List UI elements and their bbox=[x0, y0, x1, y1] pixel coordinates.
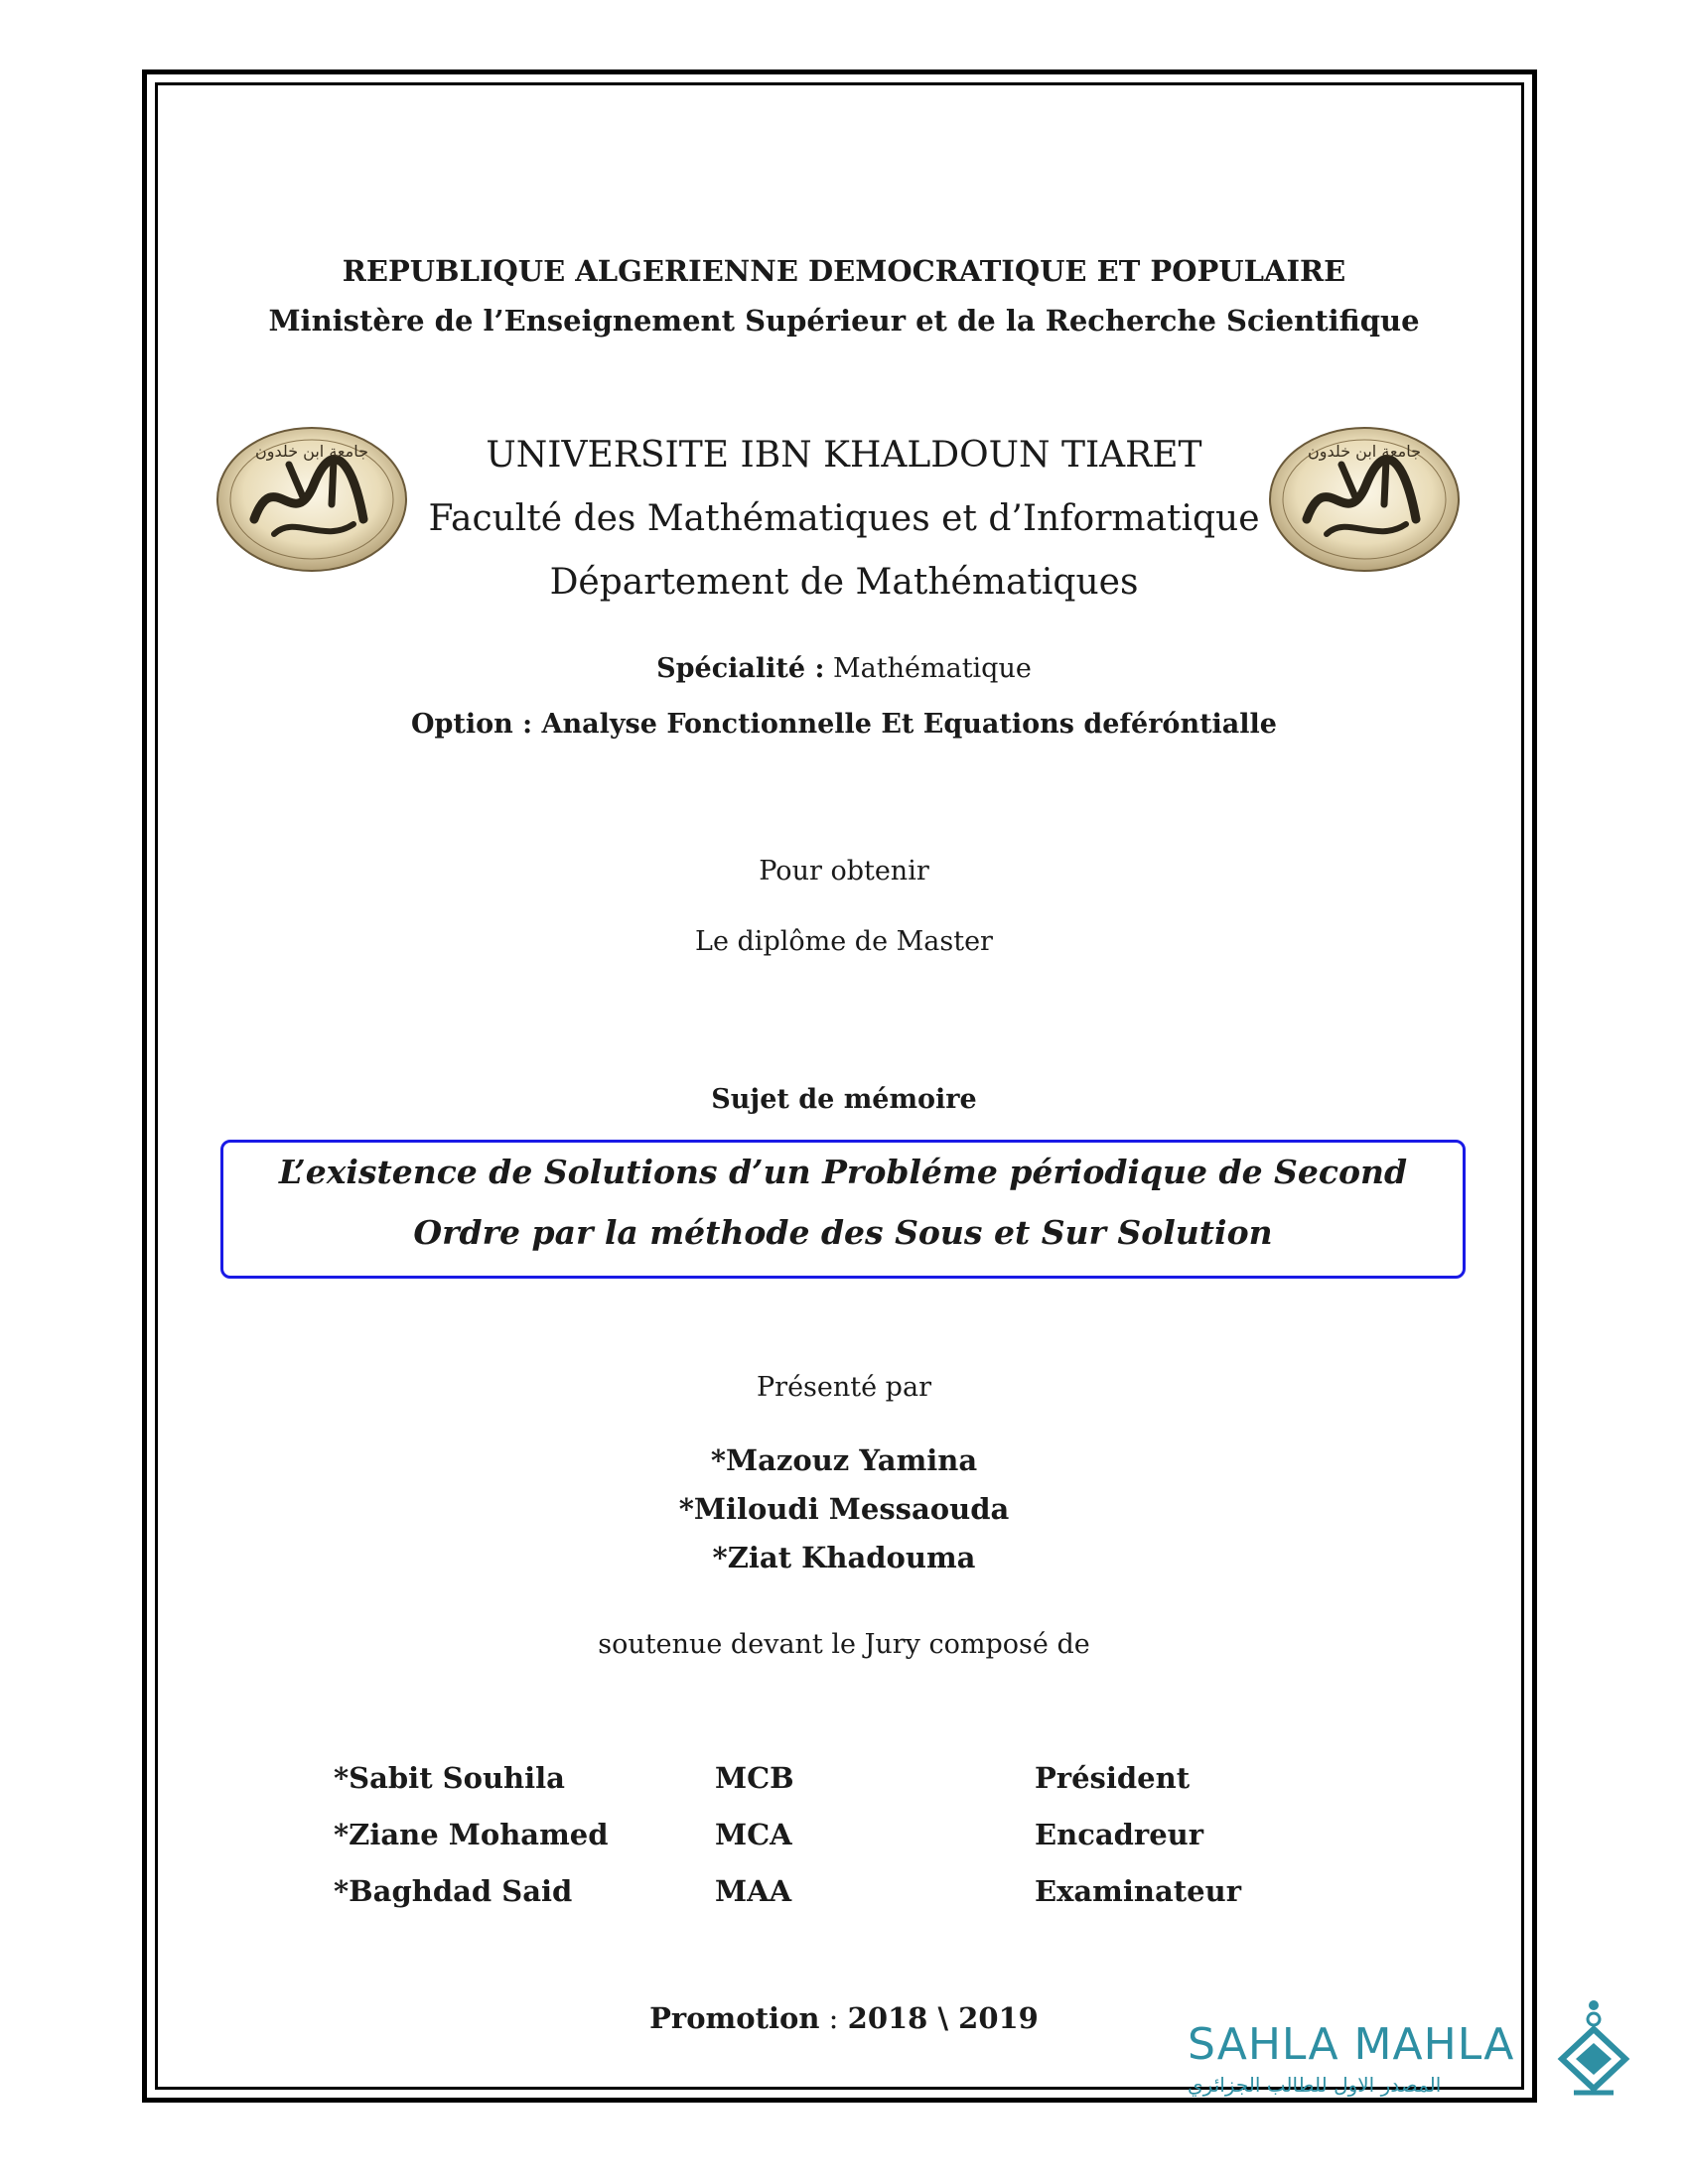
watermark-tagline: المصدر الاول للطالب الجزائري bbox=[1188, 2073, 1442, 2097]
jury-member-name: *Sabit Souhila bbox=[334, 1761, 565, 1795]
seal-inscription-left: جامعة ابن خلدون bbox=[255, 442, 368, 461]
subject-title-line-1: L’existence de Solutions d’un Probléme périodique de Second bbox=[278, 1153, 1408, 1191]
ministry-heading: Ministère de l’Enseignement Supérieur et de la Recherche Scientifique bbox=[268, 304, 1420, 338]
subject-title-line-2: Ordre par la méthode des Sous et Sur Solution bbox=[413, 1213, 1273, 1252]
department-name: Département de Mathématiques bbox=[549, 562, 1139, 603]
jury-member-grade: MCB bbox=[715, 1761, 794, 1795]
faculty-name: Faculté des Mathématiques et d’Informatique bbox=[428, 498, 1260, 539]
jury-member-name: *Baghdad Said bbox=[334, 1874, 573, 1908]
purpose-line-2: Le diplôme de Master bbox=[695, 926, 993, 957]
promotion-label: Promotion bbox=[649, 2001, 820, 2035]
jury-intro: soutenue devant le Jury composé de bbox=[598, 1629, 1090, 1660]
presented-by-label: Présenté par bbox=[757, 1372, 931, 1403]
subject-heading: Sujet de mémoire bbox=[711, 1084, 977, 1115]
student-name: *Miloudi Messaouda bbox=[678, 1492, 1010, 1526]
jury-member-grade: MAA bbox=[715, 1874, 792, 1908]
jury-member-role: Examinateur bbox=[1035, 1874, 1241, 1908]
university-name: UNIVERSITE IBN KHALDOUN TIARET bbox=[486, 435, 1202, 476]
specialty-value: Mathématique bbox=[833, 653, 1032, 684]
jury-member-role: Encadreur bbox=[1035, 1818, 1204, 1851]
specialty-label: Spécialité : bbox=[656, 653, 825, 684]
student-name: *Mazouz Yamina bbox=[710, 1443, 978, 1477]
jury-member-grade: MCA bbox=[715, 1818, 792, 1851]
seal-inscription-right: جامعة ابن خلدون bbox=[1308, 442, 1421, 461]
watermark-logo-icon bbox=[1554, 1997, 1633, 2107]
option-line: Option : Analyse Fonctionnelle Et Equations deféróntialle bbox=[410, 709, 1277, 740]
specialty-line bbox=[0, 653, 1688, 684]
promotion-years: 2018 \ 2019 bbox=[847, 2001, 1039, 2035]
jury-member-name: *Ziane Mohamed bbox=[334, 1818, 609, 1851]
jury-member-role: Président bbox=[1035, 1761, 1191, 1795]
student-name: *Ziat Khadouma bbox=[712, 1541, 976, 1574]
republic-heading: REPUBLIQUE ALGERIENNE DEMOCRATIQUE ET POPULAIRE bbox=[342, 254, 1346, 288]
watermark-brand: SAHLA MAHLA bbox=[1188, 2019, 1515, 2070]
promotion-separator: : bbox=[819, 2001, 848, 2035]
purpose-line-1: Pour obtenir bbox=[759, 856, 929, 887]
